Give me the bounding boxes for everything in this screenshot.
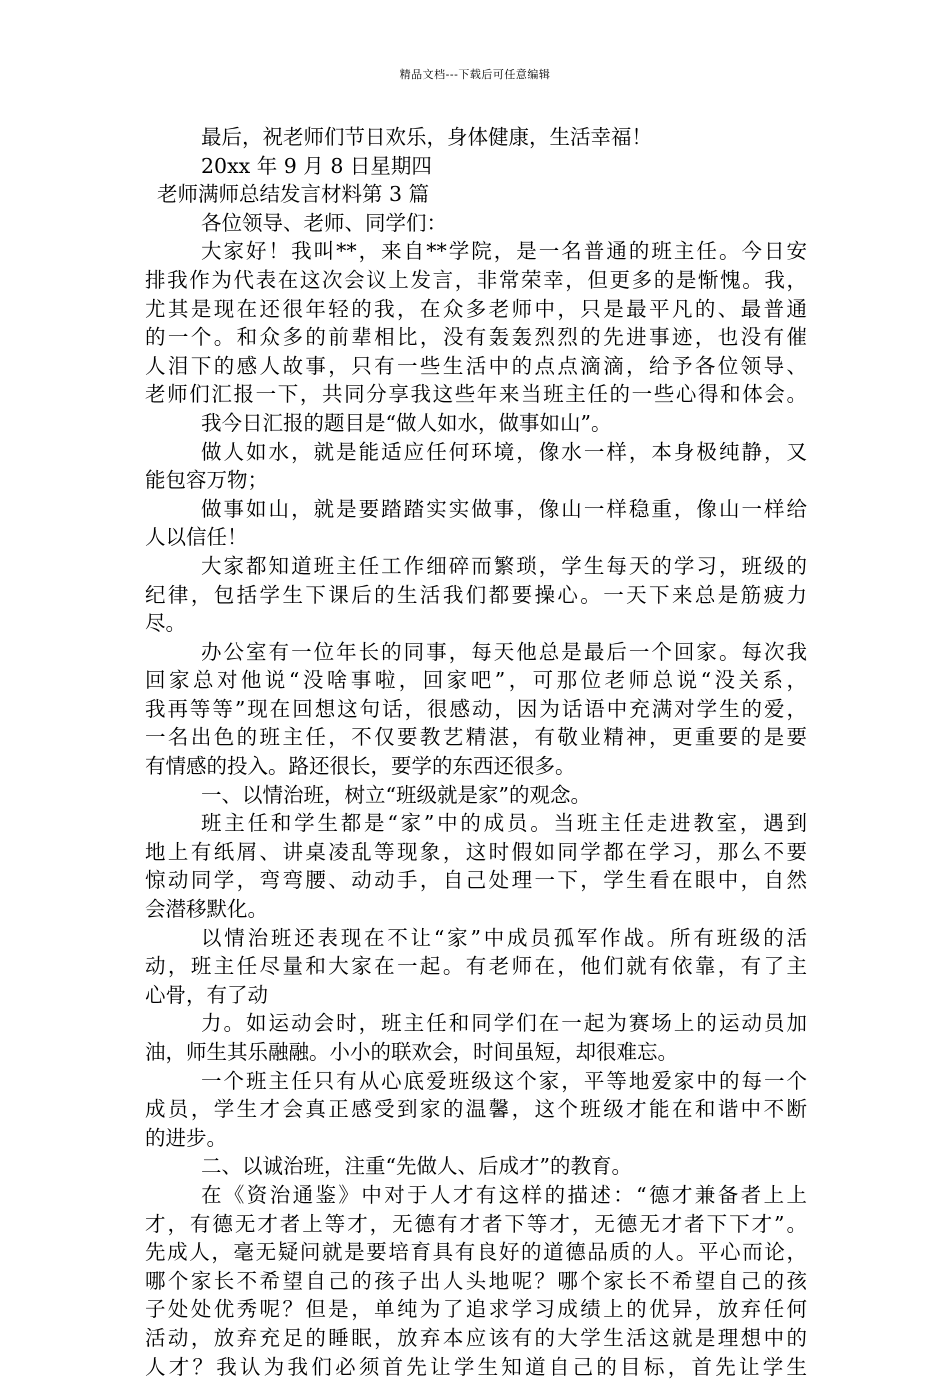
- text-line: 人泪下的感人故事，只有一些生活中的点点滴滴，给予各位领导、: [145, 353, 807, 378]
- text-line: 尤其是现在还很年轻的我，在众多老师中，只是最平凡的、最普通: [145, 296, 807, 321]
- text-line: 一名出色的班主任，不仅要教艺精湛，有敬业精神，更重要的是要: [145, 725, 807, 750]
- text-line: 在《资治通鉴》中对于人才有这样的描述：“德才兼备者上上: [201, 1182, 807, 1207]
- text-line: 做人如水，就是能适应任何环境，像水一样，本身极纯静，又: [201, 439, 807, 464]
- text-line: 20xx 年 9 月 8 日星期四: [201, 153, 432, 178]
- text-line: 排我作为代表在这次会议上发言，非常荣幸，但更多的是惭愧。我，: [145, 267, 807, 292]
- text-line: 做事如山，就是要踏踏实实做事，像山一样稳重，像山一样给: [201, 496, 807, 521]
- text-line: 人才？我认为我们必须首先让学生知道自己的目标，首先让学生: [145, 1354, 807, 1379]
- text-line: 力。如运动会时，班主任和同学们在一起为赛场上的运动员加: [201, 1011, 807, 1036]
- text-line: 成员，学生才会真正感受到家的温馨，这个班级才能在和谐中不断: [145, 1097, 807, 1122]
- text-line: 办公室有一位年长的同事，每天他总是最后一个回家。每次我: [201, 639, 807, 664]
- text-line: 尽。: [145, 611, 186, 636]
- text-line: 能包容万物；: [145, 468, 268, 493]
- text-line: 班主任和学生都是“家”中的成员。当班主任走进教室，遇到: [201, 811, 807, 836]
- text-line: 纪律，包括学生下课后的生活我们都要操心。一天下来总是筋疲力: [145, 582, 807, 607]
- text-line: 老师满师总结发言材料第 3 篇: [157, 182, 430, 207]
- text-line: 我再等等”现在回想这句话，很感动，因为话语中充满对学生的爱，: [145, 696, 807, 721]
- document-body: [145, 123, 807, 1381]
- text-line: 回家总对他说“没啥事啦，回家吧”，可那位老师总说“没关系，: [145, 668, 807, 693]
- text-line: 最后，祝老师们节日欢乐，身体健康，生活幸福！: [201, 125, 652, 149]
- text-line: 一、以情治班，树立“班级就是家”的观念。: [201, 782, 591, 807]
- page-header: 精品文档---下载后可任意编辑: [399, 68, 551, 81]
- text-line: 动，班主任尽量和大家在一起。有老师在，他们就有依靠，有了主: [145, 954, 807, 979]
- text-line: 惊动同学，弯弯腰、动动手，自己处理一下，学生看在眼中，自然: [145, 868, 807, 893]
- text-line: 地上有纸屑、讲桌凌乱等现象，这时假如同学都在学习，那么不要: [145, 839, 807, 864]
- text-line: 二、以诚治班，注重“先做人、后成才”的教育。: [201, 1154, 632, 1179]
- text-line: 油，师生其乐融融。小小的联欢会，时间虽短，却很难忘。: [145, 1040, 678, 1064]
- text-line: 先成人，毫无疑问就是要培育具有良好的道德品质的人。平心而论，: [145, 1240, 807, 1265]
- text-line: 大家好！我叫**，来自**学院，是一名普通的班主任。今日安: [201, 239, 807, 264]
- text-line: 会潜移默化。: [145, 897, 268, 922]
- text-line: 人以信任！: [145, 525, 248, 550]
- text-line: 以情治班还表现在不让“家”中成员孤军作战。所有班级的活: [201, 925, 807, 950]
- text-line: 各位领导、老师、同学们：: [201, 210, 447, 235]
- text-line: 活动，放弃充足的睡眠，放弃本应该有的大学生活这就是理想中的: [145, 1325, 807, 1350]
- text-line: 我今日汇报的题目是“做人如水，做事如山”。: [201, 410, 612, 435]
- text-line: 老师们汇报一下，共同分享我这些年来当班主任的一些心得和体会。: [145, 382, 807, 407]
- text-line: 有情感的投入。路还很长，要学的东西还很多。: [145, 754, 576, 779]
- text-line: 才，有德无才者上等才，无德有才者下等才，无德无才者下下才”。: [145, 1211, 807, 1236]
- text-line: 一个班主任只有从心底爱班级这个家，平等地爱家中的每一个: [201, 1068, 807, 1093]
- text-line: 大家都知道班主任工作细碎而繁琐，学生每天的学习，班级的: [201, 553, 807, 578]
- text-line: 哪个家长不希望自己的孩子出人头地呢？哪个家长不希望自己的孩: [145, 1268, 807, 1293]
- text-line: 心骨，有了动: [145, 982, 268, 1007]
- text-line: 的一个。和众多的前辈相比，没有轰轰烈烈的先进事迹，也没有催: [145, 325, 807, 350]
- text-line: 的进步。: [145, 1125, 227, 1150]
- text-line: 子处处优秀呢？但是，单纯为了追求学习成绩上的优异，放弃任何: [145, 1297, 807, 1322]
